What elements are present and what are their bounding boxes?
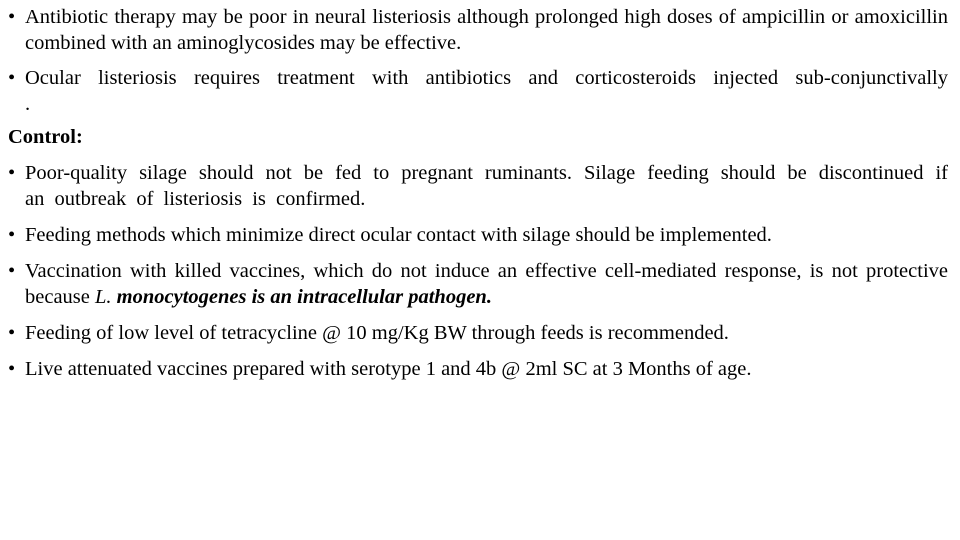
bullet-text: Feeding of low level of tetracycline @ 10 mg/Kg BW through feeds is recommended. (25, 322, 729, 344)
control-heading: Control: (8, 126, 83, 148)
pathogen-emphasis: monocytogenes is an intracellular pathogen. (116, 286, 492, 308)
species-abbrev: L. (95, 286, 117, 308)
bullet-text: Feeding methods which minimize direct ocular contact with silage should be implemented. (25, 224, 772, 246)
bullet-glyph: • (8, 67, 16, 89)
slide-content (8, 4, 948, 382)
bullet-glyph: • (8, 162, 16, 184)
bullet-text: Poor-quality silage should not be fed to pregnant ruminants. Silage feeding should be discontinued if an outbreak of listeriosis is confirmed. (25, 162, 948, 210)
bullet-poor-quality-silage (8, 160, 948, 212)
bullet-glyph: • (8, 260, 16, 282)
bullet-neural-listeriosis (8, 4, 948, 56)
bullet-text: Live attenuated vaccines prepared with serotype 1 and 4b @ 2ml SC at 3 Months of age. (25, 358, 752, 380)
bullet-glyph: • (8, 224, 16, 246)
bullet-ocular-listeriosis (8, 65, 948, 117)
bullet-glyph: • (8, 358, 16, 380)
bullet-glyph: • (8, 6, 16, 28)
bullet-text: Vaccination with killed vaccines, which do not induce an effective cell-mediated response, is not protective because (25, 260, 948, 308)
bullet-live-attenuated (8, 356, 948, 382)
bullet-glyph: • (8, 322, 16, 344)
bullet-tetracycline (8, 320, 948, 346)
bullet-vaccination-killed (8, 258, 948, 310)
bullet-text: Antibiotic therapy may be poor in neural listeriosis although prolonged high doses of ampicillin or amoxicillin combined with an aminoglycosides may be effective. (25, 6, 948, 54)
bullet-feeding-methods (8, 222, 948, 248)
bullet-text: Ocular listeriosis requires treatment with antibiotics and corticosteroids injected sub-conjunctivally . (25, 67, 948, 115)
